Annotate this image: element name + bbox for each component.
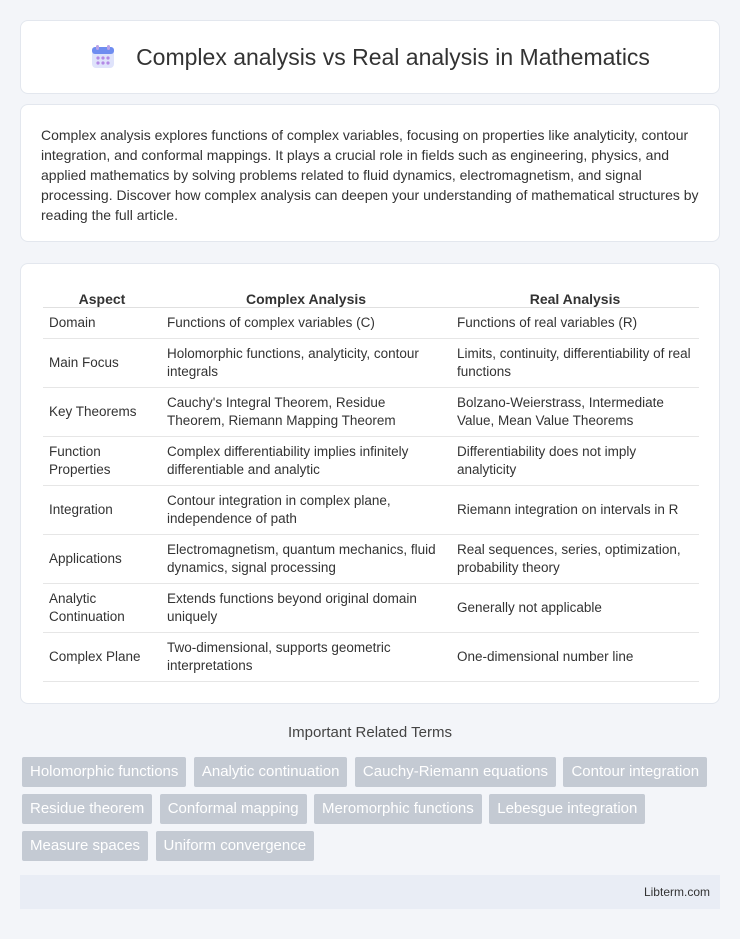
table-row bbox=[43, 535, 699, 584]
table-cell: Two-dimensional, supports geometric interpretations bbox=[161, 633, 451, 682]
header-aspect: Aspect bbox=[43, 286, 161, 308]
table-row bbox=[43, 486, 699, 535]
table-cell: Analytic Continuation bbox=[43, 584, 161, 633]
table-row bbox=[43, 633, 699, 682]
table-cell: Key Theorems bbox=[43, 388, 161, 437]
table-cell: Complex differentiability implies infinitely differentiable and analytic bbox=[161, 437, 451, 486]
page-title: Complex analysis vs Real analysis in Mathematics bbox=[136, 43, 650, 70]
header-complex-analysis: Complex Analysis bbox=[161, 286, 451, 308]
table-cell: Electromagnetism, quantum mechanics, fluid dynamics, signal processing bbox=[161, 535, 451, 584]
tag-conformal-mapping[interactable]: Conformal mapping bbox=[160, 794, 307, 824]
table-cell: Functions of complex variables (C) bbox=[161, 308, 451, 339]
header-real-analysis: Real Analysis bbox=[451, 286, 699, 308]
table-row bbox=[43, 584, 699, 633]
table-row bbox=[43, 308, 699, 339]
table-cell: Function Properties bbox=[43, 437, 161, 486]
table-cell: One-dimensional number line bbox=[451, 633, 699, 682]
table-cell: Functions of real variables (R) bbox=[451, 308, 699, 339]
table-cell: Integration bbox=[43, 486, 161, 535]
table-cell: Complex Plane bbox=[43, 633, 161, 682]
table-cell: Bolzano-Weierstrass, Intermediate Value, Mean Value Theorems bbox=[451, 388, 699, 437]
table-cell: Contour integration in complex plane, independence of path bbox=[161, 486, 451, 535]
table-cell: Domain bbox=[43, 308, 161, 339]
tag-meromorphic-functions[interactable]: Meromorphic functions bbox=[314, 794, 482, 824]
table-cell: Main Focus bbox=[43, 339, 161, 388]
table-cell: Extends functions beyond original domain uniquely bbox=[161, 584, 451, 633]
calendar-icon bbox=[90, 44, 116, 70]
related-terms-title: Important Related Terms bbox=[288, 724, 452, 741]
table-cell: Riemann integration on intervals in R bbox=[451, 486, 699, 535]
tag-analytic-continuation[interactable]: Analytic continuation bbox=[194, 757, 348, 787]
tag-residue-theorem[interactable]: Residue theorem bbox=[22, 794, 152, 824]
title-card bbox=[20, 20, 720, 94]
table-cell: Applications bbox=[43, 535, 161, 584]
table-row bbox=[43, 388, 699, 437]
table-cell: Holomorphic functions, analyticity, contour integrals bbox=[161, 339, 451, 388]
table-cell: Limits, continuity, differentiability of real functions bbox=[451, 339, 699, 388]
related-terms-list bbox=[22, 757, 722, 868]
footer bbox=[20, 875, 720, 909]
table-cell: Cauchy's Integral Theorem, Residue Theorem, Riemann Mapping Theorem bbox=[161, 388, 451, 437]
table-cell: Real sequences, series, optimization, probability theory bbox=[451, 535, 699, 584]
table-row bbox=[43, 437, 699, 486]
comparison-table bbox=[43, 286, 699, 682]
intro-card bbox=[20, 104, 720, 242]
intro-text: Complex analysis explores functions of complex variables, focusing on properties like analyticity, contour integration, and conformal mappings. It plays a crucial role in fields such as engineering, physics, and applied mathematics by solving problems related to fluid dynamics, electromagnetism, and signal processing. Discover how complex analysis can deepen your understanding of mathematical structures by reading the full article. bbox=[41, 127, 699, 223]
tag-measure-spaces[interactable]: Measure spaces bbox=[22, 831, 148, 861]
tag-cauchy-riemann-equations[interactable]: Cauchy-Riemann equations bbox=[355, 757, 556, 787]
tag-lebesgue-integration[interactable]: Lebesgue integration bbox=[489, 794, 645, 824]
table-cell: Differentiability does not imply analyticity bbox=[451, 437, 699, 486]
footer-site-link[interactable]: Libterm.com bbox=[643, 885, 710, 899]
tag-uniform-convergence[interactable]: Uniform convergence bbox=[156, 831, 315, 861]
table-row bbox=[43, 339, 699, 388]
table-cell: Generally not applicable bbox=[451, 584, 699, 633]
tag-holomorphic-functions[interactable]: Holomorphic functions bbox=[22, 757, 186, 787]
comparison-table-card bbox=[20, 263, 720, 704]
tag-contour-integration[interactable]: Contour integration bbox=[563, 757, 707, 787]
